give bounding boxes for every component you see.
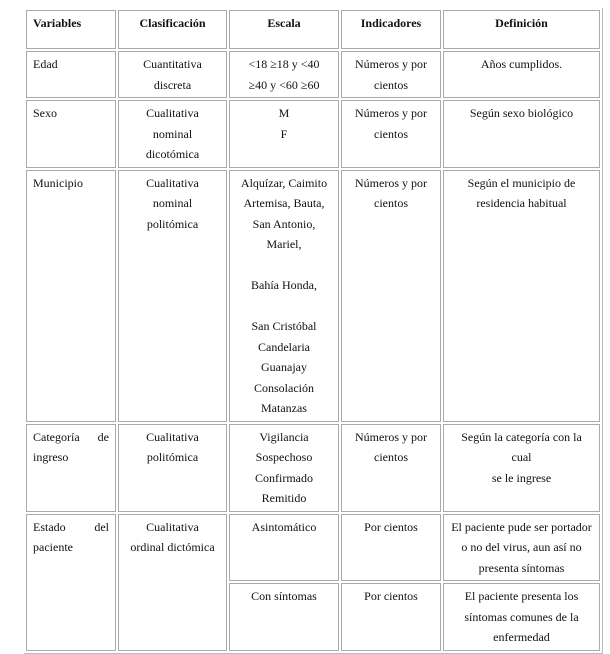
- header-definicion: Definición: [443, 10, 600, 49]
- cell-indicadores-line: Números y por: [355, 106, 427, 120]
- cell-escala: [229, 583, 339, 651]
- cell-indicadores-line: cientos: [374, 126, 408, 141]
- cell-definicion-line: El paciente pude ser portador: [451, 519, 592, 534]
- cell-escala: [229, 514, 339, 582]
- cell-escala: [229, 100, 339, 168]
- cell-variable-line: Municipio: [33, 175, 83, 190]
- table-row: [26, 514, 600, 582]
- cell-escala-line: ≥40 y <60 ≥60: [248, 77, 320, 92]
- cell-indicadores-line: cientos: [374, 450, 408, 464]
- cell-clasificacion-line: politómica: [146, 216, 199, 231]
- cell-clasificacion: [118, 100, 227, 168]
- cell-escala: [229, 51, 339, 98]
- cell-definicion-line: El paciente presenta los: [464, 589, 579, 603]
- cell-escala-line: Consolación: [254, 380, 314, 395]
- cell-indicadores-line: Por cientos: [364, 589, 418, 603]
- cell-escala-line: [236, 296, 332, 317]
- cell-escala-line: Confirmado: [255, 470, 313, 485]
- cell-definicion: [443, 514, 600, 582]
- cell-definicion-line: o no del virus, aun así no: [461, 540, 582, 554]
- cell-escala-line: Sospechoso: [255, 450, 313, 464]
- cell-clasificacion-line: Cuantitativa: [143, 57, 202, 71]
- table-row: [26, 424, 600, 512]
- cell-definicion-line: presenta síntomas: [478, 560, 565, 575]
- cell-variable-line: ingreso: [33, 450, 69, 464]
- cell-clasificacion-line: dicotómica: [145, 147, 200, 161]
- table-row: [26, 100, 600, 168]
- cell-indicadores-line: cientos: [374, 77, 408, 92]
- cell-escala-line: Matanzas: [261, 401, 307, 415]
- cell-indicadores: [341, 100, 441, 168]
- cell-definicion-line: enfermedad: [493, 630, 550, 644]
- cell-escala-line: F: [280, 126, 288, 141]
- cell-definicion: [443, 51, 600, 98]
- cell-indicadores-line: cientos: [374, 196, 408, 210]
- cell-variable: [26, 514, 116, 651]
- cell-indicadores: [341, 583, 441, 651]
- header-escala: Escala: [229, 10, 339, 49]
- cell-escala-line: <18 ≥18 y <40: [248, 57, 320, 71]
- cell-escala-line: San Cristóbal: [251, 319, 317, 333]
- cell-clasificacion: [118, 51, 227, 98]
- cell-clasificacion-line: politómica: [146, 450, 199, 464]
- cell-definicion: [443, 170, 600, 422]
- cell-clasificacion-line: ordinal dictómica: [130, 540, 215, 554]
- header-indicadores: Indicadores: [341, 10, 441, 49]
- cell-variable: [26, 170, 116, 422]
- cell-clasificacion: [118, 170, 227, 422]
- cell-variable: [26, 424, 116, 512]
- cell-indicadores-line: Números y por: [355, 175, 427, 190]
- cell-variable-line: Estado del: [33, 519, 109, 534]
- cell-escala-line: Con síntomas: [251, 589, 317, 603]
- cell-escala-line: Alquízar, Caimito: [240, 175, 328, 190]
- cell-escala-line: Vigilancia: [259, 429, 309, 444]
- cell-clasificacion-line: Cualitativa: [146, 429, 199, 444]
- cell-escala-line: Candelaria: [258, 339, 310, 354]
- cell-definicion-line: residencia habitual: [476, 196, 567, 210]
- table-row: [26, 170, 600, 422]
- cell-variable-line: paciente: [33, 540, 73, 554]
- cell-escala: [229, 424, 339, 512]
- cell-clasificacion-line: discreta: [153, 77, 192, 92]
- cell-definicion: [443, 100, 600, 168]
- cell-variable-line: Edad: [33, 57, 58, 71]
- cell-escala-line: [236, 255, 332, 276]
- cell-escala-line: Guanajay: [261, 360, 307, 374]
- variables-table: [24, 8, 602, 653]
- header-variables: Variables: [26, 10, 116, 49]
- cell-escala-line: M: [278, 106, 290, 120]
- cell-clasificacion-line: Cualitativa: [146, 519, 199, 534]
- cell-definicion-line: se le ingrese: [491, 470, 552, 485]
- cell-escala-line: Bahía Honda,: [251, 278, 317, 292]
- cell-escala-line: San Antonio,: [252, 216, 316, 231]
- cell-variable-line: Sexo: [33, 106, 57, 120]
- header-clasificacion: Clasificación: [118, 10, 227, 49]
- cell-clasificacion-line: nominal: [152, 126, 193, 141]
- cell-definicion-line: Según el municipio de: [467, 175, 576, 190]
- cell-definicion-line: Años cumplidos.: [480, 57, 563, 71]
- cell-clasificacion-line: Cualitativa: [146, 175, 199, 190]
- cell-variable: [26, 100, 116, 168]
- cell-clasificacion-line: Cualitativa: [146, 106, 199, 120]
- cell-definicion: [443, 583, 600, 651]
- cell-escala-line: Asintomático: [251, 519, 317, 534]
- cell-definicion-line: síntomas comunes de la: [464, 609, 579, 624]
- cell-clasificacion: [118, 424, 227, 512]
- cell-escala: [229, 170, 339, 422]
- header-row: [26, 10, 600, 49]
- cell-escala-line: Remitido: [261, 491, 307, 505]
- variables-table-container: [24, 8, 603, 654]
- cell-escala-line: Artemisa, Bauta,: [243, 196, 325, 210]
- cell-indicadores: [341, 51, 441, 98]
- cell-clasificacion: [118, 514, 227, 651]
- cell-definicion-line: Según sexo biológico: [469, 106, 574, 120]
- cell-variable-line: Categoría de: [33, 429, 109, 444]
- cell-definicion: [443, 424, 600, 512]
- cell-indicadores-line: Por cientos: [364, 519, 418, 534]
- cell-escala-line: Mariel,: [266, 237, 302, 251]
- table-row: [26, 51, 600, 98]
- cell-definicion-line: Según la categoría con la cual: [461, 429, 582, 464]
- cell-variable: [26, 51, 116, 98]
- cell-indicadores-line: Números y por: [355, 429, 427, 444]
- cell-indicadores-line: Números y por: [355, 57, 427, 71]
- cell-clasificacion-line: nominal: [152, 196, 193, 210]
- cell-indicadores: [341, 424, 441, 512]
- cell-indicadores: [341, 514, 441, 582]
- cell-indicadores: [341, 170, 441, 422]
